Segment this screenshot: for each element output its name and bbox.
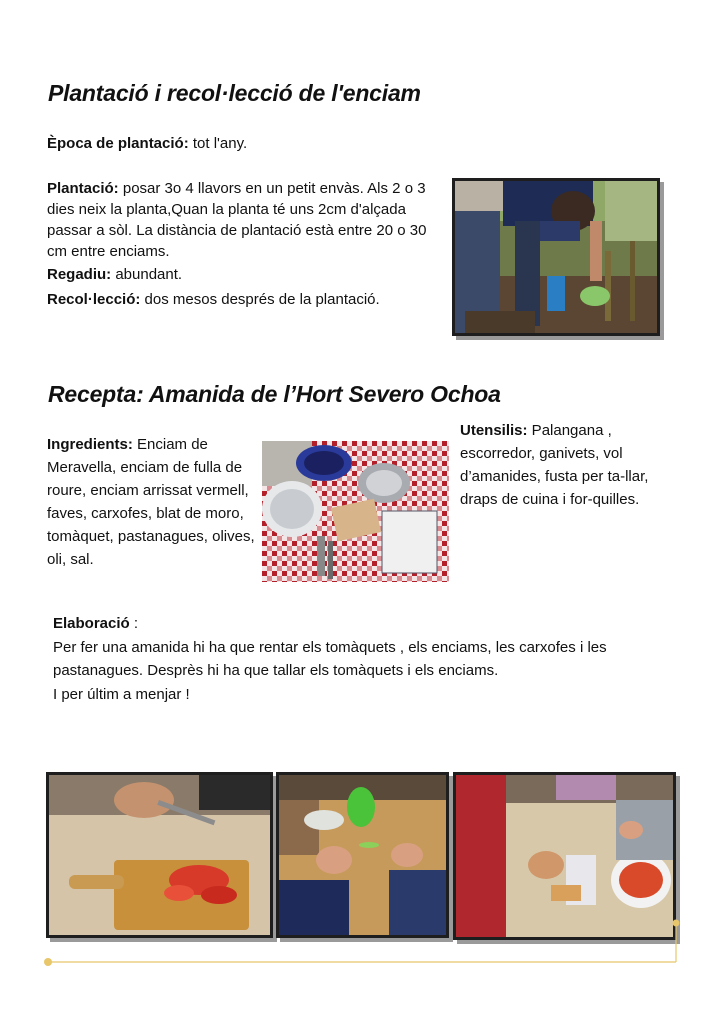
regadiu-paragraph [47,264,442,285]
epoca-value: tot l'any. [188,135,248,152]
regadiu-value: abundant. [111,266,183,283]
recollecio-paragraph [47,289,442,310]
elaboracio-text: Per fer una amanida hi ha que rentar els tomàquets , els enciams, les carxofes i les pastanagues. Desprès hi ha que tallar els tomàquets i els enciams. [53,639,607,679]
recollecio-label: Recol·lecció: [47,291,141,308]
elaboracio-label: Elaboració [53,615,130,632]
section-title-plantacio: Plantació i recol·lecció de l'enciam [48,80,421,106]
recollecio-value: dos mesos després de la plantació. [140,291,380,308]
epoca-label: Època de plantació: [47,135,189,152]
ingredients-value: Enciam de Meravella, enciam de fulla de roure, enciam arrissat vermell, faves, carxofes, blat de moro, tomàquet, pastanagues, olives, oli, sal. [47,436,255,568]
plantacio-label: Plantació: [47,180,119,197]
utensilis-paragraph [460,419,655,511]
plantacio-value: posar 3o 4 llavors en un petit envàs. Als 2 o 3 dies neix la planta,Quan la planta té uns 2cm d'alçada passar a sòl. La distància de plantació està entre 20 o 30 cm entre enciams. [47,180,427,260]
epoca-paragraph [47,133,427,154]
elaboracio-end: I per últim a menjar ! [53,686,190,703]
utensilis-label: Utensilis: [460,422,528,439]
ingredients-label: Ingredients: [47,436,133,453]
section-title-recepta: Recepta: Amanida de l’Hort Severo Ochoa [48,381,501,407]
regadiu-label: Regadiu: [47,266,112,283]
utensilis-value: Palangana , escorredor, ganivets, vol d’amanides, fusta per ta-llar, draps de cuina i for-quilles. [460,422,649,508]
cutting-tomatoes-photo [46,772,273,938]
ingredients-paragraph [47,433,257,571]
elaboracio-heading [53,613,673,634]
garden-planting-photo [452,178,660,336]
salad-bowl-photo [453,772,676,940]
plantacio-paragraph [47,178,442,262]
utensils-photo [262,441,449,582]
elaboracio-suffix: : [129,615,139,632]
decorative-accent-line [40,917,685,971]
cutting-beans-photo [276,772,449,938]
